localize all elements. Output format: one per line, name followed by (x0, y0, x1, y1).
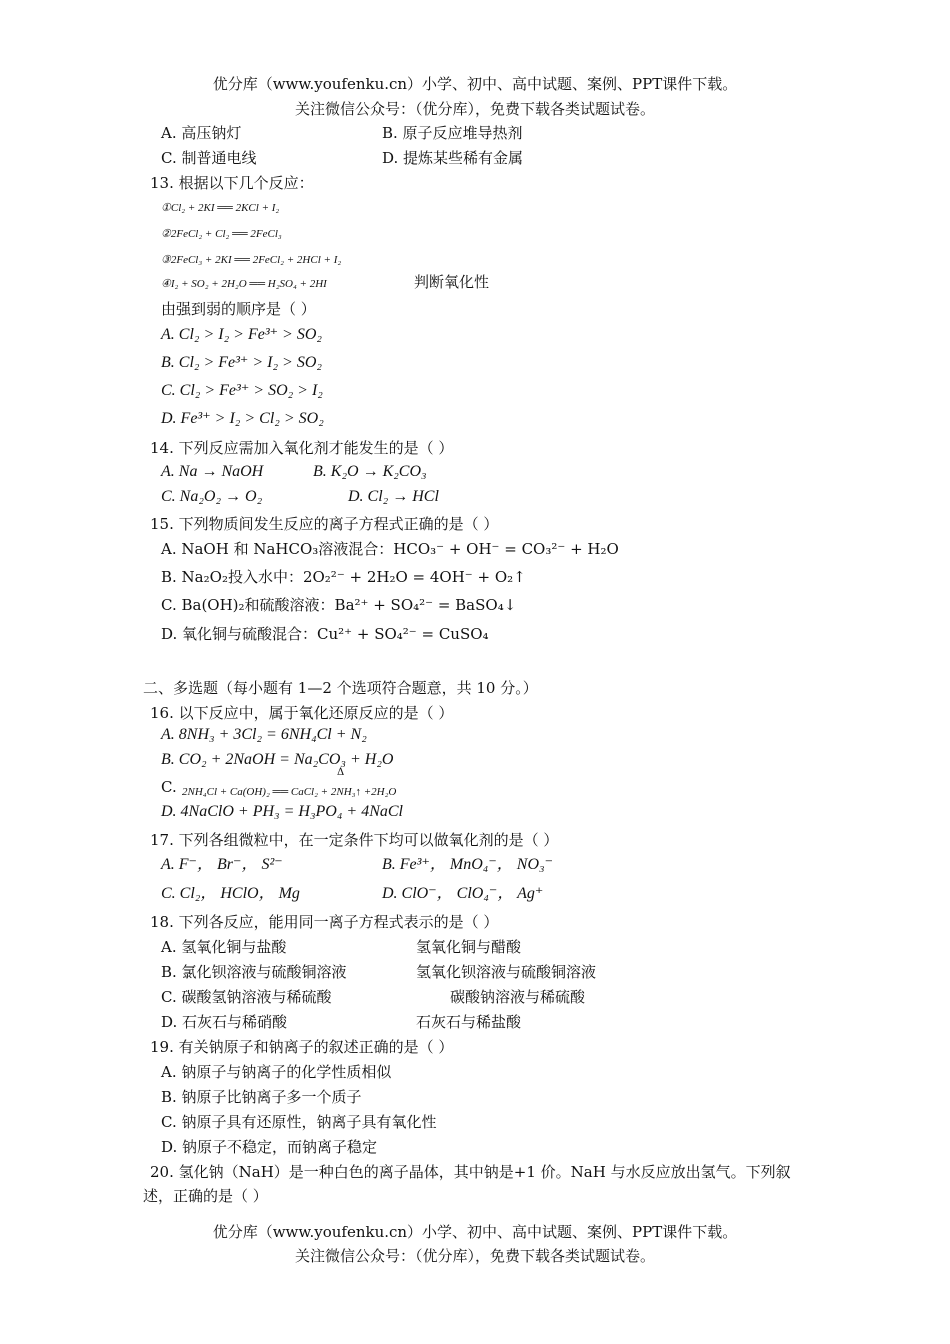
q14-option-a: A. Na → NaOH (161, 463, 264, 480)
q14-option-c: C. Na₂O₂ → O₂ (161, 488, 263, 505)
q13-stem-2: 由强到弱的顺序是（ ） (161, 300, 316, 318)
q14-option-b: B. K₂O → K₂CO₃ (313, 463, 427, 480)
q19-option-a: A. 钠原子与钠离子的化学性质相似 (161, 1063, 392, 1081)
q15-stem: 15. 下列物质间发生反应的离子方程式正确的是（ ） (150, 515, 499, 533)
q13-option-d: D. Fe³⁺ > I₂ > Cl₂ > SO₂ (161, 410, 324, 427)
q12-option-a: A. 高压钠灯 (161, 124, 242, 142)
q15-option-d: D. 氧化铜与硫酸混合：Cu²⁺ + SO₄²⁻ = CuSO₄ (161, 625, 489, 643)
q17-option-a: A. F⁻， Br⁻， S²⁻ (161, 856, 283, 873)
q16-option-c: 2NH₄Cl + Ca(OH)₂ ══ CaCl₂ + 2NH₃↑ +2H₂O (182, 786, 397, 798)
q18-option-b-right: 氢氧化钡溶液与硫酸铜溶液 (416, 963, 597, 981)
q13-option-b: B. Cl₂ > Fe³⁺ > I₂ > SO₂ (161, 354, 322, 371)
q12-option-d: D. 提炼某些稀有金属 (382, 149, 524, 167)
q13-reaction-2: ②2FeCl₂ + Cl₂ ══ 2FeCl₃ (161, 228, 282, 240)
q14-stem: 14. 下列反应需加入氧化剂才能发生的是（ ） (150, 439, 454, 457)
q18-stem: 18. 下列各反应，能用同一离子方程式表示的是（ ） (150, 913, 499, 931)
q17-option-b: B. Fe³⁺， MnO₄⁻， NO₃⁻ (382, 856, 554, 873)
section-2-heading: 二、多选题（每小题有 1—2 个选项符合题意，共 10 分。） (143, 679, 538, 697)
header-line-1: 优分库（www.youfenku.cn）小学、初中、高中试题、案例、PPT课件下载。 (212, 75, 738, 93)
footer-line-2: 关注微信公众号：（优分库），免费下载各类试题试卷。 (294, 1247, 655, 1265)
q13-reaction-4: ④I₂ + SO₂ + 2H₂O ══ H₂SO₄ + 2HI (161, 278, 327, 290)
q15-option-a: A. NaOH 和 NaHCO₃溶液混合：HCO₃⁻ + OH⁻ = CO₃²⁻ + H₂O (161, 540, 619, 558)
q18-option-b-left: B. 氯化钡溶液与硫酸铜溶液 (161, 963, 347, 981)
q14-option-d: D. Cl₂ → HCl (348, 488, 439, 505)
q19-option-d: D. 钠原子不稳定，而钠离子稳定 (161, 1138, 378, 1156)
q16-option-c-heat-symbol: Δ (337, 767, 345, 778)
q17-stem: 17. 下列各组微粒中，在一定条件下均可以做氧化剂的是（ ） (150, 831, 559, 849)
q15-option-c: C. Ba(OH)₂和硫酸溶液：Ba²⁺ + SO₄²⁻ = BaSO₄↓ (161, 596, 517, 614)
q17-option-c: C. Cl₂， HClO， Mg (161, 885, 300, 902)
q13-option-c: C. Cl₂ > Fe³⁺ > SO₂ > I₂ (161, 382, 323, 399)
q16-option-a: A. 8NH₃ + 3Cl₂ = 6NH₄Cl + N₂ (161, 726, 367, 743)
q18-option-a-left: A. 氢氧化铜与盐酸 (161, 938, 287, 956)
q16-option-d: D. 4NaClO + PH₃ = H₃PO₄ + 4NaCl (161, 803, 403, 820)
q19-option-b: B. 钠原子比钠离子多一个质子 (161, 1088, 362, 1106)
q20-stem-line-1: 20. 氢化钠（NaH）是一种白色的离子晶体，其中钠是+1 价。NaH 与水反应放出氢气。下列叙 (150, 1163, 791, 1181)
footer-line-1: 优分库（www.youfenku.cn）小学、初中、高中试题、案例、PPT课件下载。 (212, 1223, 738, 1241)
q19-stem: 19. 有关钠原子和钠离子的叙述正确的是（ ） (150, 1038, 454, 1056)
q13-stem: 13. 根据以下几个反应： (150, 174, 314, 192)
q13-option-a: A. Cl₂ > I₂ > Fe³⁺ > SO₂ (161, 326, 322, 343)
q16-option-b: B. CO₂ + 2NaOH = Na₂CO₃ + H₂O (161, 751, 394, 768)
q18-option-d-left: D. 石灰石与稀硝酸 (161, 1013, 288, 1031)
q12-option-b: B. 原子反应堆导热剂 (382, 124, 523, 142)
q20-stem-line-2: 述，正确的是（ ） (143, 1187, 268, 1205)
q16-option-c-label: C. (161, 778, 177, 796)
q16-stem: 16. 以下反应中，属于氧化还原反应的是（ ） (150, 704, 454, 722)
q13-reaction-1: ①Cl₂ + 2KI ══ 2KCl + I₂ (161, 202, 280, 214)
q13-reaction-3: ③2FeCl₃ + 2KI ══ 2FeCl₂ + 2HCl + I₂ (161, 254, 342, 266)
header-line-2: 关注微信公众号：（优分库），免费下载各类试题试卷。 (294, 100, 655, 118)
q17-option-d: D. ClO⁻， ClO₄⁻， Ag⁺ (382, 885, 544, 902)
q18-option-c-right: 碳酸钠溶液与稀硫酸 (450, 988, 586, 1006)
q12-option-c: C. 制普通电线 (161, 149, 257, 167)
q18-option-a-right: 氢氧化铜与醋酸 (416, 938, 522, 956)
q18-option-d-right: 石灰石与稀盐酸 (416, 1013, 522, 1031)
q19-option-c: C. 钠原子具有还原性，钠离子具有氧化性 (161, 1113, 437, 1131)
q15-option-b: B. Na₂O₂投入水中：2O₂²⁻ + 2H₂O = 4OH⁻ + O₂↑ (161, 568, 526, 586)
q13-reaction-4-tail: 判断氧化性 (414, 273, 490, 291)
q18-option-c-left: C. 碳酸氢钠溶液与稀硫酸 (161, 988, 332, 1006)
